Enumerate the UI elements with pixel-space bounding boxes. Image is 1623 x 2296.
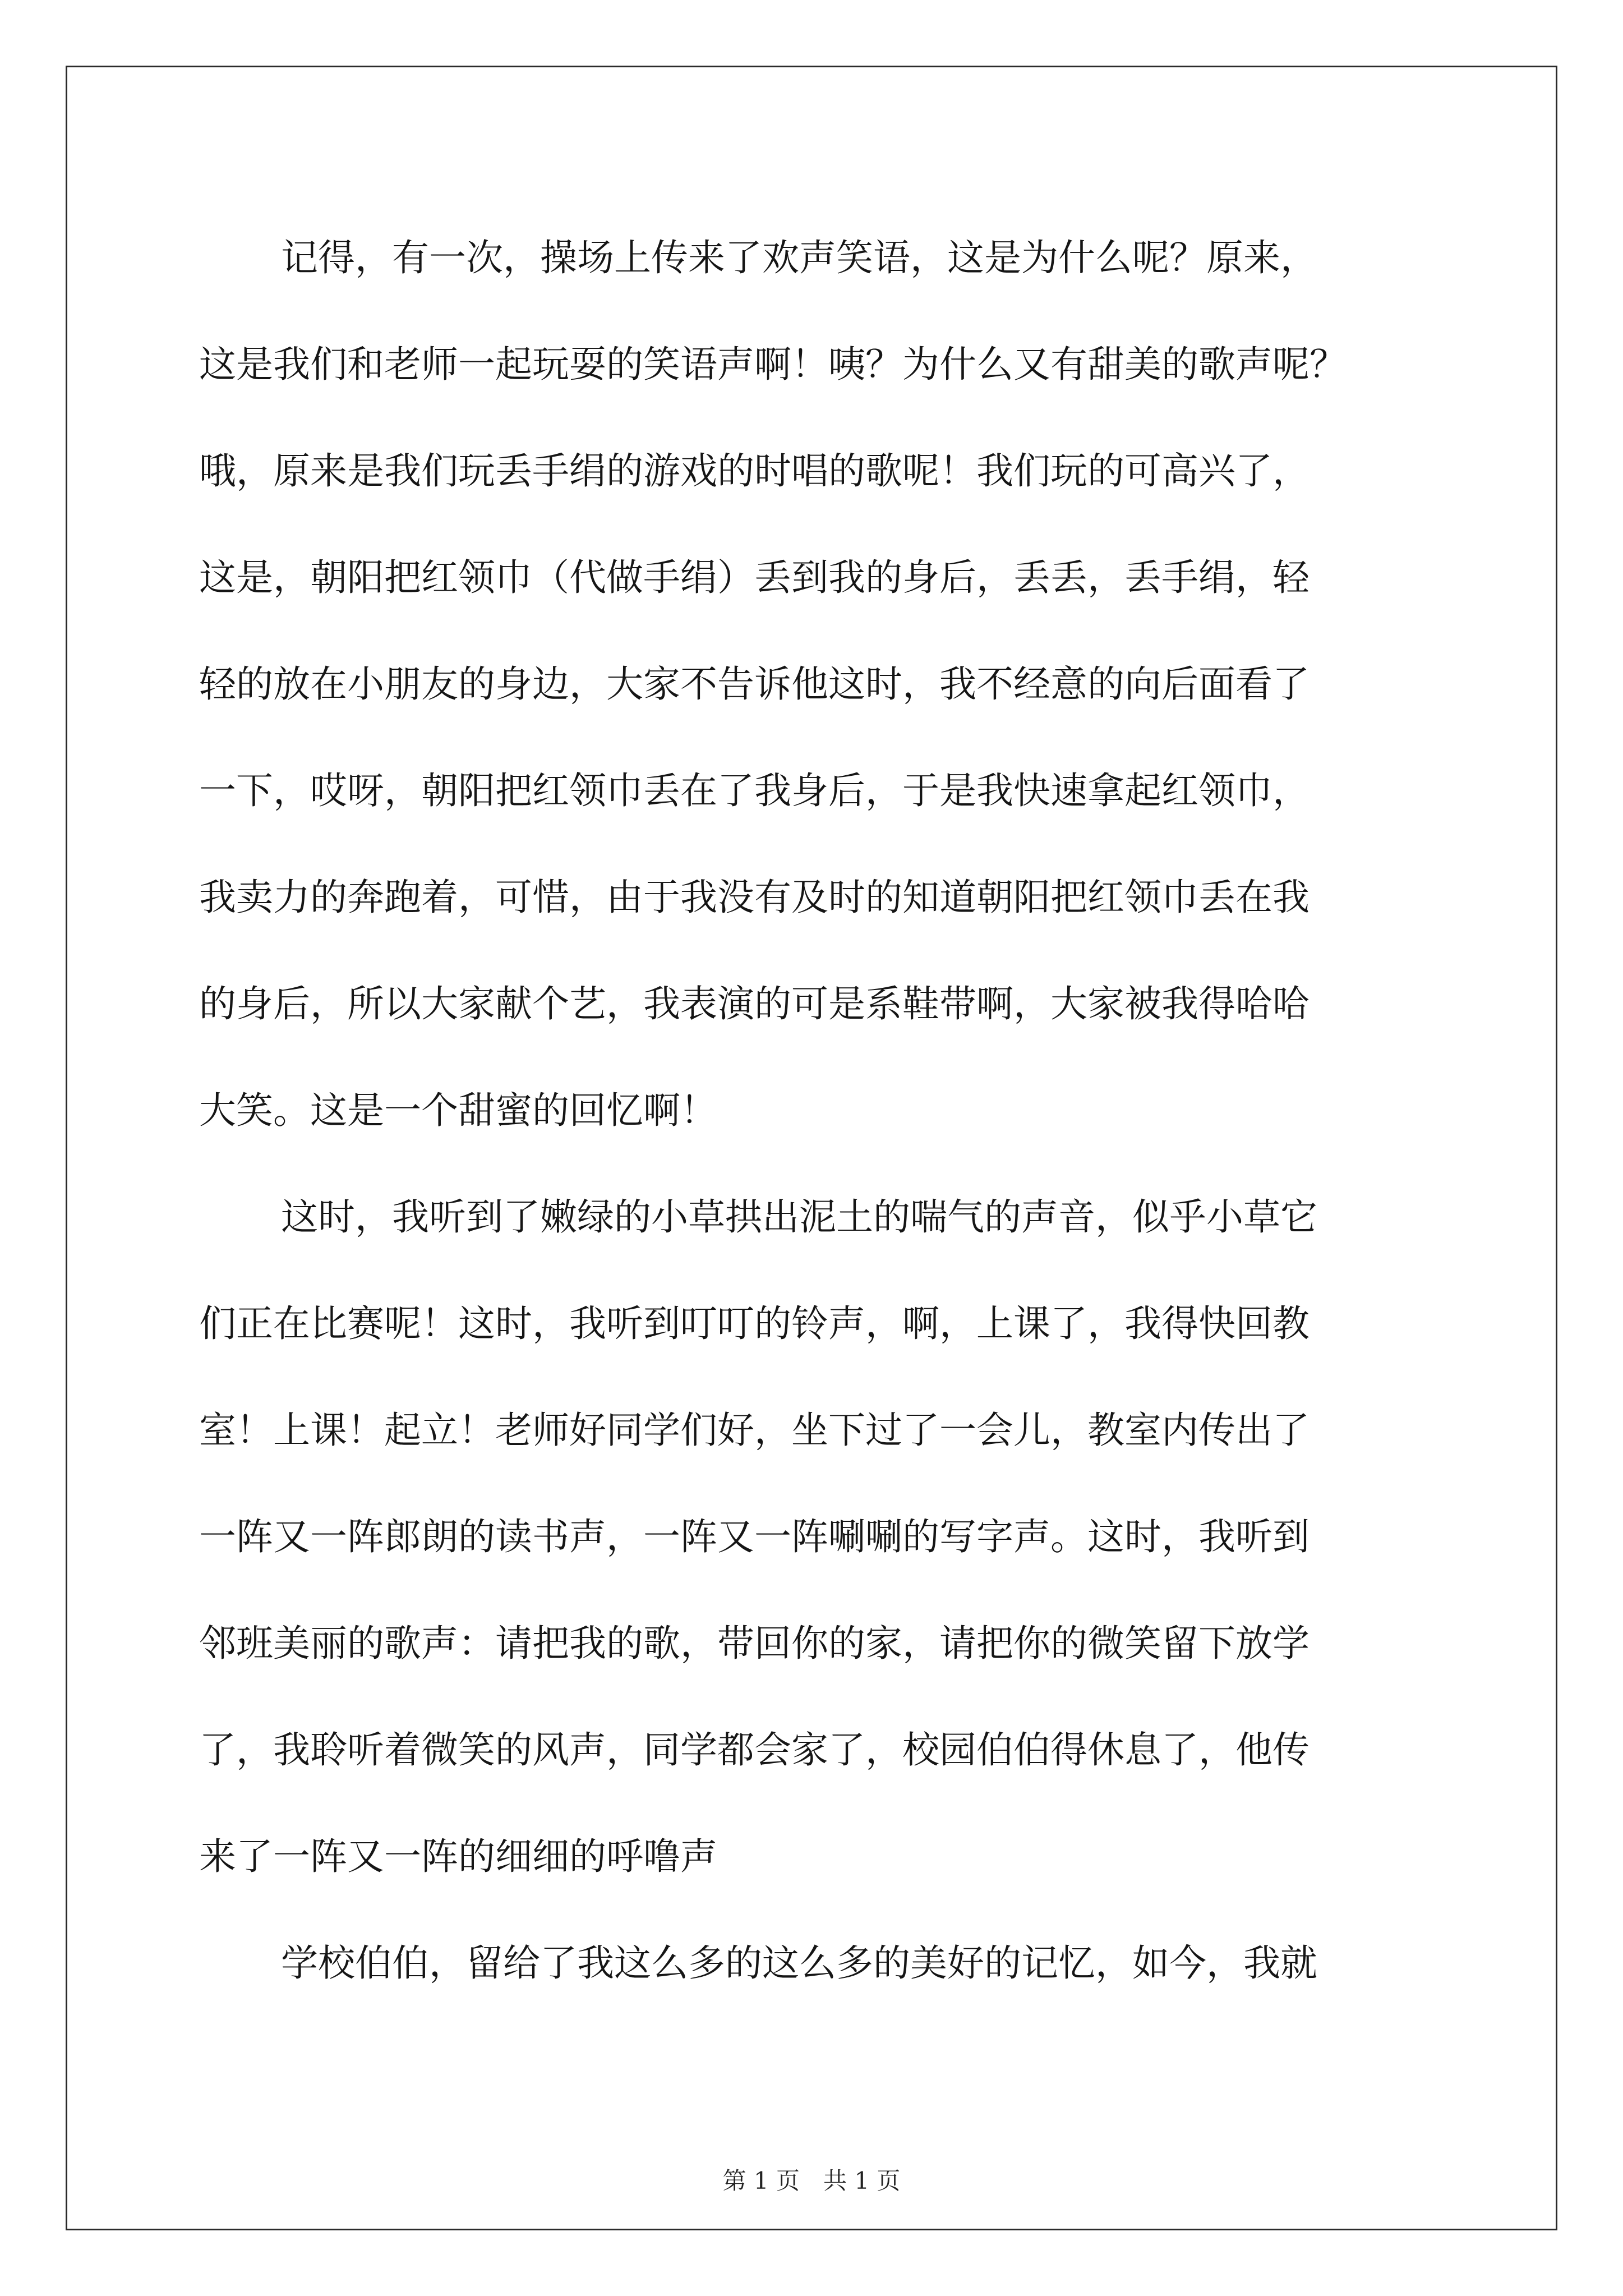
document-body — [199, 205, 1444, 2017]
paragraph-1-line-1: 记得，有一次，操场上传来了欢声笑语，这是为什么呢？原来， — [281, 236, 1317, 279]
paragraph-1-line-6: 一下，哎呀，朝阳把红领巾丢在了我身后，于是我快速拿起红领巾， — [199, 769, 1310, 812]
paragraph-1-line-9: 大笑。这是一个甜蜜的回忆啊！ — [199, 1089, 717, 1132]
paragraph-1-line-3: 哦，原来是我们玩丢手绢的游戏的时唱的歌呢！我们玩的可高兴了， — [199, 449, 1310, 493]
paragraph-1-line-4: 这是，朝阳把红领巾（代做手绢）丢到我的身后，丢丢，丢手绢，轻 — [199, 556, 1310, 599]
paragraph-3-line-1: 学校伯伯，留给了我这么多的这么多的美好的记忆，如今，我就 — [281, 1941, 1317, 1985]
paragraph-2-line-6: 了，我聆听着微笑的风声，同学都会家了，校园伯伯得休息了，他传 — [199, 1728, 1310, 1772]
paragraph-2-line-2: 们正在比赛呢！这时，我听到叮叮的铃声，啊，上课了，我得快回教 — [199, 1302, 1310, 1345]
paragraph-2-line-3: 室！上课！起立！老师好同学们好，坐下过了一会儿，教室内传出了 — [199, 1409, 1310, 1452]
paragraph-1-line-7: 我卖力的奔跑着，可惜，由于我没有及时的知道朝阳把红领巾丢在我 — [199, 876, 1310, 919]
paragraph-2-line-7: 来了一阵又一阵的细细的呼噜声 — [199, 1835, 717, 1878]
paragraph-1-line-5: 轻的放在小朋友的身边，大家不告诉他这时，我不经意的向后面看了 — [199, 662, 1310, 706]
paragraph-1-line-8: 的身后，所以大家献个艺，我表演的可是系鞋带啊，大家被我得哈哈 — [199, 982, 1310, 1025]
paragraph-1-line-2: 这是我们和老师一起玩耍的笑语声啊！咦？为什么又有甜美的歌声呢？ — [199, 343, 1347, 386]
paragraph-2-line-5: 邻班美丽的歌声：请把我的歌，带回你的家，请把你的微笑留下放学 — [199, 1622, 1310, 1665]
page-number-footer: 第 1 页 共 1 页 — [722, 2167, 901, 2194]
paragraph-2-line-1: 这时，我听到了嫩绿的小草拱出泥土的喘气的声音，似乎小草它 — [281, 1195, 1317, 1239]
paragraph-2-line-4: 一阵又一阵郎朗的读书声，一阵又一阵唰唰的写字声。这时，我听到 — [199, 1515, 1310, 1558]
